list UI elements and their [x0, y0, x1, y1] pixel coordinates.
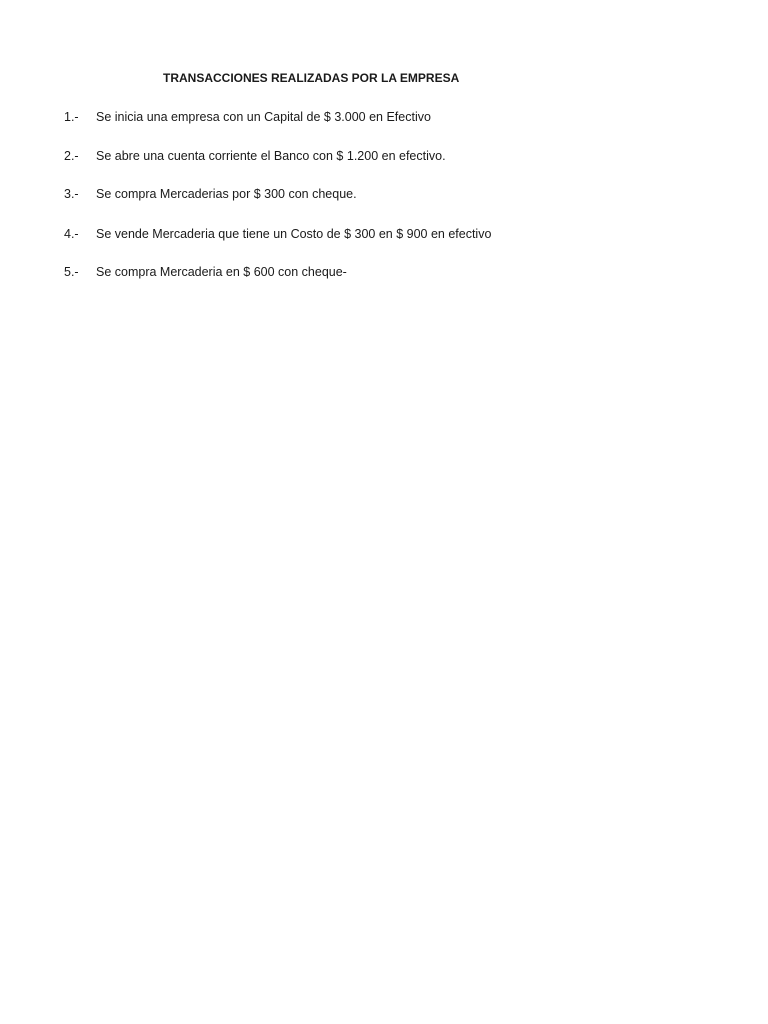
transaction-text: Se compra Mercaderia en $ 600 con cheque- [96, 265, 347, 279]
transaction-text: Se abre una cuenta corriente el Banco con $ 1.200 en efectivo. [96, 149, 446, 163]
transaction-text: Se compra Mercaderias por $ 300 con cheque. [96, 187, 357, 201]
document-title: TRANSACCIONES REALIZADAS POR LA EMPRESA [163, 71, 460, 85]
transaction-text: Se inicia una empresa con un Capital de $ 3.000 en Efectivo [96, 110, 431, 124]
transaction-number: 1.- [64, 110, 79, 124]
transaction-text: Se vende Mercaderia que tiene un Costo de $ 300 en $ 900 en efectivo [96, 227, 492, 241]
transaction-item [64, 149, 446, 163]
transaction-item [64, 110, 431, 124]
transaction-item [64, 227, 491, 241]
transaction-item [64, 187, 357, 201]
transaction-number: 5.- [64, 265, 79, 279]
transaction-number: 3.- [64, 187, 79, 201]
transaction-number: 2.- [64, 149, 79, 163]
transaction-number: 4.- [64, 227, 79, 241]
transaction-item [64, 265, 347, 279]
